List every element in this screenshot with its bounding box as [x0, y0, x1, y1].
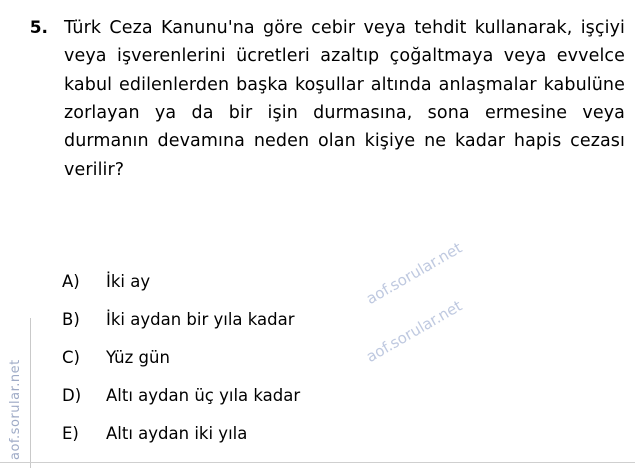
options-list [62, 272, 615, 462]
bottom-divider [0, 462, 635, 463]
side-divider [30, 318, 31, 468]
watermark-side: aof.sorular.net [8, 359, 23, 460]
option-text: İki aydan bir yıla kadar [106, 310, 295, 329]
option-letter: E) [62, 424, 79, 443]
option-text: Yüz gün [106, 348, 170, 367]
watermark-diagonal-top: aof.sorular.net [363, 238, 466, 308]
option-letter: A) [62, 272, 80, 291]
option-text: Altı aydan üç yıla kadar [106, 386, 301, 405]
option-letter: C) [62, 348, 80, 367]
watermark-diagonal-bottom: aof.sorular.net [363, 296, 466, 366]
question-number: 5. [29, 18, 48, 38]
option-text: Altı aydan iki yıla [106, 424, 248, 443]
option-c[interactable] [62, 348, 615, 367]
option-letter: D) [62, 386, 82, 405]
option-letter: B) [62, 310, 80, 329]
option-b[interactable] [62, 310, 615, 329]
option-a[interactable] [62, 272, 615, 291]
option-text: İki ay [106, 272, 151, 291]
option-d[interactable] [62, 386, 615, 405]
question-block [14, 14, 625, 184]
option-e[interactable] [62, 424, 615, 443]
question-text: Türk Ceza Kanunu'na göre cebir veya tehdit kullanarak, işçiyi veya işverenlerini ücretleri azaltıp çoğaltmaya veya evvelce kabul edilenlerden başka koşullar altında anlaşmalar kabulüne zorlayan ya da bir işin durmasına, sona ermesine veya durmanın devamına neden olan kişiye ne kadar hapis cezası verilir? [64, 18, 625, 180]
